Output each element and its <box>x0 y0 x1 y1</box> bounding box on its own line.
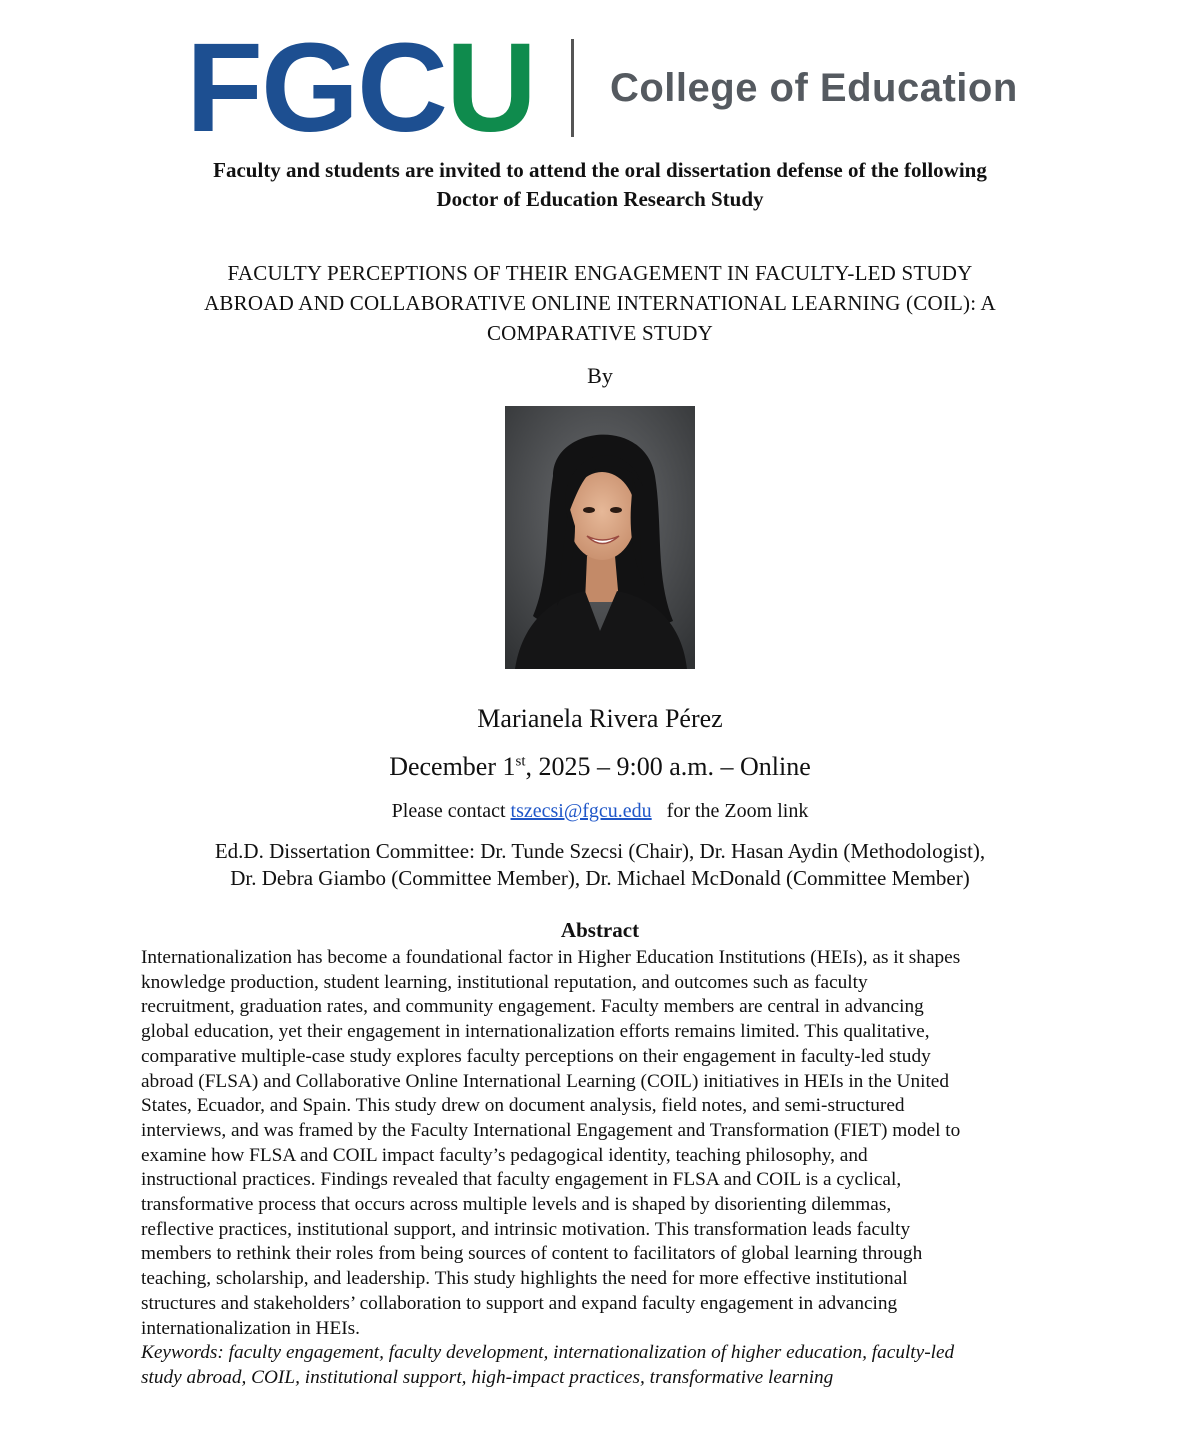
contact-email-link[interactable]: tszecsi@fgcu.edu <box>510 800 652 822</box>
date-rest: , 2025 – 9:00 a.m. – Online <box>525 752 811 781</box>
contact-line <box>0 800 1200 823</box>
abstract-line: interviews, and was framed by the Faculty International Engagement and Transformation (FIET) model to <box>141 1119 961 1141</box>
abstract-line: abroad (FLSA) and Collaborative Online International Learning (COIL) initiatives in HEIs in the United <box>141 1070 949 1092</box>
abstract-line: instructional practices. Findings revealed that faculty engagement in FLSA and COIL is a cyclical, <box>141 1169 902 1191</box>
date-suffix: st <box>515 753 526 770</box>
date-prefix: December 1 <box>389 752 516 781</box>
abstract-line: structures and stakeholders’ collaboration to support and expand faculty engagement in advancing <box>141 1292 898 1314</box>
college-name: College of Education <box>609 65 1018 110</box>
abstract-body <box>141 946 1066 1391</box>
dissertation-committee <box>100 838 1100 892</box>
abstract-line: reflective practices, institutional support, and intrinsic motivation. This transformation leads faculty <box>141 1218 911 1240</box>
abstract-line: Internationalization has become a foundational factor in Higher Education Institutions (HEIs), as it shapes <box>141 947 961 968</box>
presenter-photo <box>505 406 695 669</box>
abstract-line: examine how FLSA and COIL impact faculty’s pedagogical identity, teaching philosophy, and <box>141 1144 868 1166</box>
abstract-line: comparative multiple-case study explores faculty perceptions on their engagement in faculty-led study <box>141 1045 931 1067</box>
invitation-line-1: Faculty and students are invited to attend the oral dissertation defense of the following <box>213 158 987 182</box>
abstract-line: members to rethink their roles from being sources of content to facilitators of global learning through <box>141 1243 923 1265</box>
committee-line-1: Ed.D. Dissertation Committee: Dr. Tunde Szecsi (Chair), Dr. Hasan Aydin (Methodologist), <box>214 839 986 863</box>
abstract-line: teaching, scholarship, and leadership. This study highlights the need for more effective institutional <box>141 1268 908 1290</box>
abstract-line: global education, yet their engagement in internationalization efforts remains limited. This qualitative, <box>141 1021 930 1043</box>
abstract-line: internationalization in HEIs. <box>141 1317 360 1339</box>
abstract-line: recruitment, graduation rates, and community engagement. Faculty members are central in advancing <box>141 996 924 1018</box>
contact-suffix: for the Zoom link <box>666 800 809 822</box>
logo-u: U <box>445 17 535 158</box>
keywords-line-2: study abroad, COIL, institutional support, high-impact practices, transformative learning <box>141 1366 834 1388</box>
logo-fgc: FGC <box>186 17 446 158</box>
by-label: By <box>587 363 613 388</box>
keywords-line-1: Keywords: faculty engagement, faculty development, internationalization of higher education, faculty-led <box>141 1342 955 1364</box>
title-line-1: FACULTY PERCEPTIONS OF THEIR ENGAGEMENT IN FACULTY-LED STUDY <box>227 261 973 285</box>
logo-divider <box>571 39 574 137</box>
abstract-line: States, Ecuador, and Spain. This study drew on document analysis, field notes, and semi-structured <box>141 1095 905 1117</box>
title-line-3: COMPARATIVE STUDY <box>486 321 714 345</box>
invitation-line-2: Doctor of Education Research Study <box>436 187 764 211</box>
title-line-2: ABROAD AND COLLABORATIVE ONLINE INTERNATIONAL LEARNING (COIL): A <box>204 291 996 315</box>
committee-line-2: Dr. Debra Giambo (Committee Member), Dr. Michael McDonald (Committee Member) <box>230 866 970 890</box>
dissertation-title <box>150 258 1050 348</box>
event-date <box>0 752 1200 782</box>
fgcu-logo <box>186 17 1018 158</box>
abstract-line: transformative process that occurs across multiple levels and is shaped by disorienting dilemmas, <box>141 1194 892 1216</box>
contact-prefix: Please contact <box>391 800 506 822</box>
invitation-heading <box>0 156 1200 214</box>
logo-wordmark <box>186 17 535 158</box>
abstract-line: knowledge production, student learning, institutional reputation, and outcomes such as faculty <box>141 971 868 993</box>
abstract-heading: Abstract <box>560 918 640 942</box>
presenter-name: Marianela Rivera Pérez <box>477 704 723 733</box>
